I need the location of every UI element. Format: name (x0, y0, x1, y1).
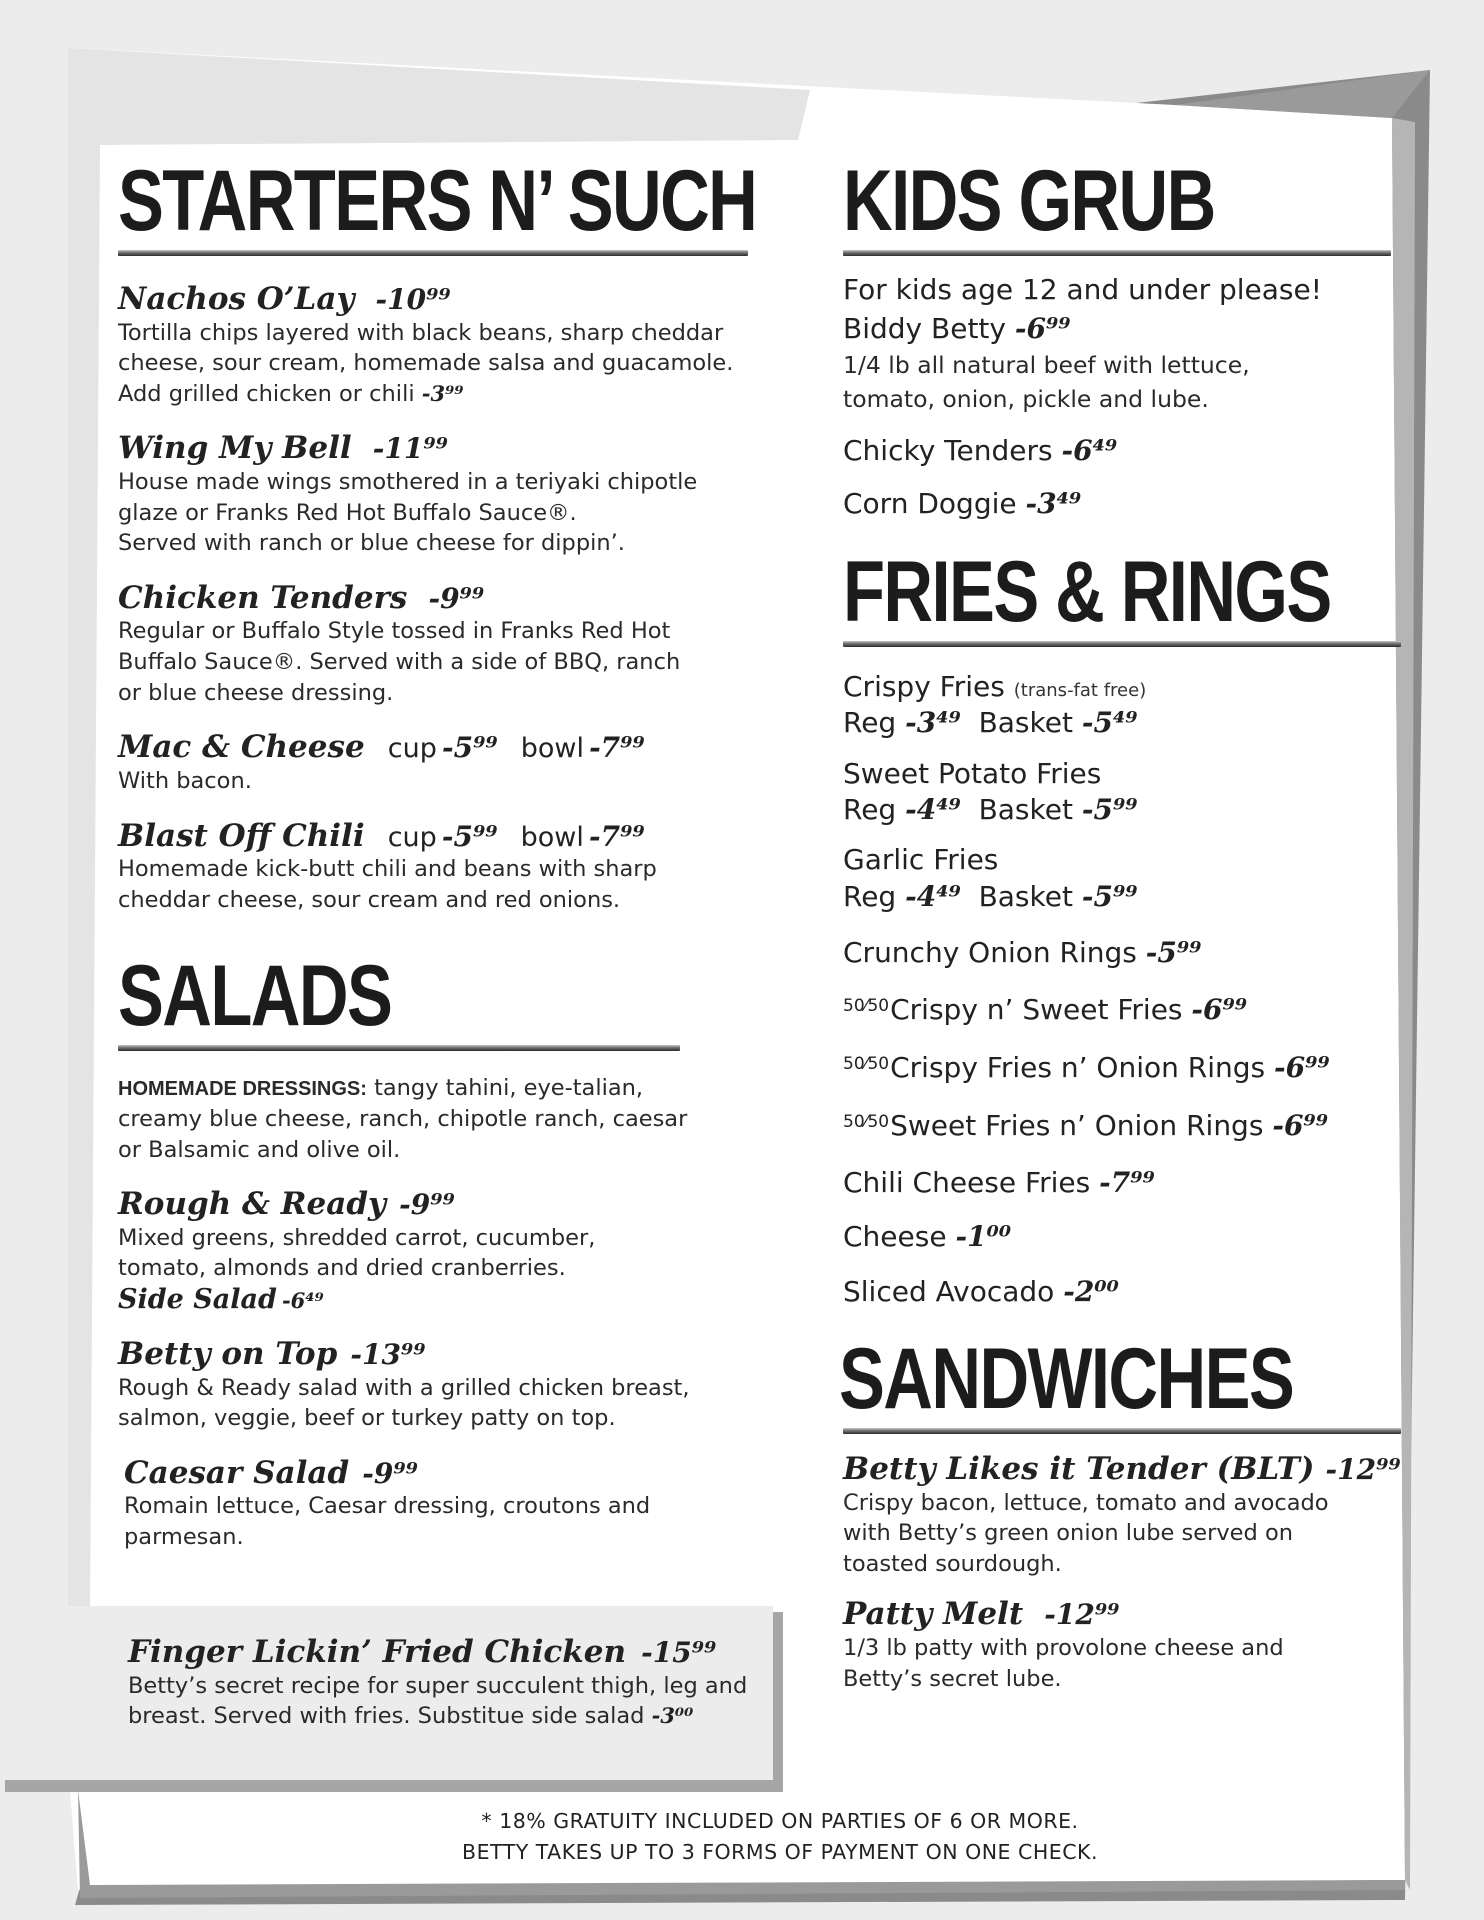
desc-line (118, 1073, 768, 1104)
item-price: -6⁹⁹ (1272, 1109, 1328, 1143)
cup-label: cup (387, 821, 437, 853)
item-name: Nachos O’Lay (118, 281, 355, 317)
item-name: Sweet Fries n’ Onion Rings (890, 1109, 1264, 1143)
item-desc (128, 1671, 778, 1732)
item-name: Crispy Fries (843, 669, 1005, 703)
desc-line: cheddar cheese, sour cream and red onions. (118, 886, 621, 913)
item-name: Sliced Avocado (843, 1274, 1055, 1308)
menu-item-crispy-fries (843, 669, 1403, 742)
desc-line: glaze or Franks Red Hot Buffalo Sauce®. (118, 499, 577, 526)
reg-price: -4⁴⁹ (905, 879, 961, 913)
fries-heading: FRIES & RINGS (843, 543, 1331, 640)
item-name: Betty Likes it Tender (BLT) (843, 1450, 1315, 1487)
reg-label: Reg (843, 706, 897, 740)
item-desc (118, 1223, 768, 1284)
footer-notes (250, 1806, 1310, 1868)
desc-text: breast. Served with fries. Substitue side salad (128, 1703, 645, 1730)
kids-note: For kids age 12 and under please! (843, 273, 1322, 306)
addon-price: -3⁰⁰ (651, 1703, 694, 1729)
side-salad-name: Side Salad (118, 1283, 277, 1315)
menu-item-crispy-fries-onion-rings (843, 1050, 1403, 1086)
basket-price: -5⁹⁹ (1081, 793, 1138, 827)
desc-line: Betty’s secret lube. (843, 1665, 1062, 1692)
desc-line: tomato, onion, pickle and lube. (843, 385, 1209, 414)
dressings-block (118, 1073, 768, 1165)
basket-label: Basket (978, 706, 1073, 740)
desc-line (118, 379, 768, 410)
desc-line: toasted sourdough. (843, 1550, 1062, 1577)
menu-item-betty-on-top (118, 1337, 768, 1434)
item-price: -6⁹⁹ (1191, 992, 1248, 1026)
desc-line: Rough & Ready salad with a grilled chicken breast, (118, 1374, 690, 1401)
basket-label: Basket (978, 793, 1073, 827)
menu-item-rough-ready (118, 1187, 768, 1315)
item-price: -15⁹⁹ (641, 1636, 717, 1669)
item-price: -5⁹⁹ (1145, 936, 1202, 970)
footer-line: BETTY TAKES UP TO 3 FORMS OF PAYMENT ON ONE CHECK. (462, 1839, 1098, 1864)
menu-item-garlic-fries (843, 842, 1403, 915)
item-name: Chili Cheese Fries (843, 1165, 1091, 1199)
cup-price: -5⁹⁹ (441, 819, 498, 853)
bowl-price: -7⁹⁹ (588, 819, 645, 853)
desc-line: salmon, veggie, beef or turkey patty on top. (118, 1405, 616, 1432)
item-price: -3⁴⁹ (1025, 486, 1082, 520)
menu-item-nachos (118, 282, 768, 409)
starters-heading: STARTERS N’ SUCH (118, 153, 757, 249)
menu-item-patty-melt (843, 1597, 1403, 1694)
left-column (118, 153, 768, 1553)
item-name: Biddy Betty (843, 312, 1006, 346)
item-price: -9⁹⁹ (428, 581, 485, 615)
item-name: Garlic Fries (843, 843, 999, 877)
menu-item-blt (843, 1452, 1403, 1579)
reg-label: Reg (843, 793, 897, 827)
item-desc (118, 616, 768, 708)
item-price: -13⁹⁹ (350, 1337, 426, 1371)
salads-rule (118, 1045, 680, 1051)
bowl-price: -7⁹⁹ (589, 731, 645, 765)
menu-item-sweet-potato-fries (843, 756, 1403, 829)
menu-item-sliced-avocado (843, 1274, 1403, 1310)
item-desc (118, 1373, 768, 1434)
item-name: Patty Melt (843, 1596, 1024, 1633)
desc-line: Mixed greens, shredded carrot, cucumber, (118, 1224, 596, 1251)
item-name: Mac & Cheese (118, 729, 365, 766)
menu-item-chili-cheese-fries (843, 1165, 1403, 1201)
reg-price: -4⁴⁹ (905, 793, 961, 827)
item-price: -9⁹⁹ (362, 1456, 418, 1490)
desc-line: Regular or Buffalo Style tossed in Franks Red Hot (118, 618, 671, 645)
right-column (839, 153, 1403, 1694)
item-name: Crispy Fries n’ Onion Rings (890, 1051, 1266, 1084)
menu-item-crispy-sweet-fries (843, 992, 1403, 1028)
featured-item-fried-chicken (128, 1635, 778, 1732)
item-name: Betty on Top (118, 1335, 338, 1372)
basket-price: -5⁹⁹ (1081, 879, 1138, 913)
item-name: Finger Lickin’ Fried Chicken (128, 1634, 627, 1670)
item-desc (118, 766, 768, 797)
sandwiches-heading: SANDWICHES (839, 1330, 1294, 1427)
item-name: Crunchy Onion Rings (843, 936, 1137, 970)
item-name: Cheese (843, 1220, 947, 1254)
desc-line: with Betty’s green onion lube served on (843, 1520, 1293, 1547)
desc-line: Crispy bacon, lettuce, tomato and avocado (843, 1489, 1329, 1516)
menu-item-biddy-betty (843, 309, 1403, 416)
item-name: Rough & Ready (118, 1186, 387, 1223)
desc-line: Buffalo Sauce®. Served with a side of BBQ, ranch (118, 649, 681, 676)
desc-line: With bacon. (118, 767, 252, 794)
item-price: -9⁹⁹ (399, 1188, 455, 1222)
item-price: -6⁴⁹ (1061, 433, 1118, 467)
menu-item-onion-rings (843, 935, 1403, 971)
item-note: (trans-fat free) (1013, 679, 1147, 701)
item-price: -6⁹⁹ (1014, 312, 1071, 346)
desc-line: Romain lettuce, Caesar dressing, croutons and parmesan. (124, 1493, 651, 1551)
desc-line: Served with ranch or blue cheese for dippin’. (118, 530, 625, 557)
item-name: Chicky Tenders (843, 433, 1053, 467)
item-desc (843, 1633, 1403, 1694)
item-price: -10⁹⁹ (375, 283, 451, 316)
menu-item-mac-cheese (118, 730, 768, 796)
item-name: Wing My Bell (118, 430, 352, 467)
desc-line: House made wings smothered in a teriyaki chipotle (118, 469, 698, 496)
item-desc (118, 854, 768, 915)
bowl-label: bowl (520, 821, 584, 853)
item-price: -12⁹⁹ (1325, 1452, 1401, 1486)
menu-item-sweet-fries-onion-rings (843, 1108, 1403, 1144)
item-desc (843, 348, 1403, 416)
footer-line: * 18% GRATUITY INCLUDED ON PARTIES OF 6 OR MORE. (481, 1809, 1079, 1833)
item-desc (118, 467, 768, 559)
dressings-label: HOMEMADE DRESSINGS: (118, 1078, 367, 1101)
reg-price: -3⁴⁹ (905, 706, 961, 740)
menu-item-caesar (118, 1456, 768, 1553)
addon-price: -3⁹⁹ (421, 380, 464, 406)
menu-item-chicken-tenders (118, 581, 768, 708)
desc-line: Betty’s secret recipe for super succulent thigh, leg and (128, 1672, 748, 1699)
item-name: Caesar Salad (124, 1454, 350, 1491)
menu-item-wings (118, 431, 768, 558)
item-price: -11⁹⁹ (372, 432, 448, 466)
item-desc (118, 318, 768, 410)
fraction-label: 50⁄50 (843, 1112, 890, 1133)
item-name: Crispy n’ Sweet Fries (890, 992, 1183, 1026)
item-name: Chicken Tenders (118, 579, 408, 616)
fries-rule (843, 641, 1401, 647)
fraction-label: 50⁄50 (843, 1054, 890, 1074)
desc-line: tomato, almonds and dried cranberries. (118, 1255, 566, 1282)
menu-item-chili (118, 819, 768, 916)
basket-label: Basket (978, 879, 1073, 913)
desc-line: 1/3 lb patty with provolone cheese and (843, 1635, 1284, 1662)
desc-line: or Balsamic and olive oil. (118, 1136, 401, 1163)
item-price: -1⁰⁰ (955, 1220, 1012, 1254)
desc-line: Homemade kick-butt chili and beans with sharp (118, 856, 657, 883)
item-name: Corn Doggie (843, 486, 1017, 520)
cup-price: -5⁹⁹ (441, 731, 498, 765)
item-name: Sweet Potato Fries (843, 756, 1102, 790)
reg-label: Reg (843, 879, 897, 913)
starters-rule (118, 250, 748, 256)
item-desc (843, 1488, 1403, 1580)
desc-line (128, 1701, 778, 1732)
desc-text: tangy tahini, eye-talian, (374, 1075, 644, 1102)
menu-item-corn-doggie (843, 484, 1403, 523)
kids-heading: KIDS GRUB (843, 153, 1215, 249)
side-salad-price: -6⁴⁹ (281, 1287, 324, 1313)
item-desc (124, 1491, 768, 1552)
basket-price: -5⁴⁹ (1081, 706, 1138, 740)
salads-heading: SALADS (118, 948, 392, 1045)
desc-line: 1/4 lb all natural beef with lettuce, (843, 351, 1250, 380)
menu-item-cheese (843, 1219, 1403, 1255)
item-price: -2⁰⁰ (1063, 1274, 1119, 1308)
bowl-label: bowl (520, 733, 584, 765)
menu-item-chicky-tenders (843, 431, 1403, 470)
desc-line: Tortilla chips layered with black beans, sharp cheddar (118, 319, 724, 346)
fraction-label: 50⁄50 (843, 995, 890, 1016)
item-price: -7⁹⁹ (1099, 1165, 1155, 1199)
kids-rule (843, 250, 1391, 256)
cup-label: cup (387, 733, 437, 765)
desc-text: Add grilled chicken or chili (118, 380, 415, 407)
item-price: -6⁹⁹ (1274, 1051, 1330, 1084)
side-salad (118, 1284, 768, 1315)
sandwiches-rule (843, 1428, 1401, 1434)
desc-line: creamy blue cheese, ranch, chipotle ranch, caesar (118, 1105, 688, 1132)
item-name: Blast Off Chili (118, 817, 365, 854)
item-price: -12⁹⁹ (1044, 1598, 1120, 1632)
desc-line: cheese, sour cream, homemade salsa and guacamole. (118, 350, 734, 377)
desc-line: or blue cheese dressing. (118, 679, 394, 706)
